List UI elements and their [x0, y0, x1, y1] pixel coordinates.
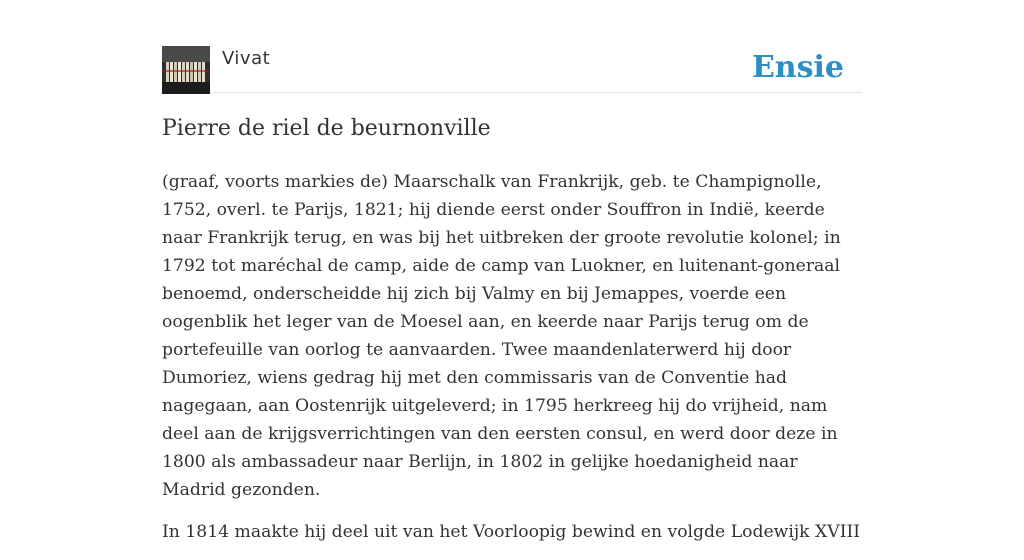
- article-paragraph: (graaf, voorts markies de) Maarschalk van Frankrijk, geb. te Champignolle, 1752, overl. te Parijs, 1821; hij diende eerst onder Souffron in Indië, keerde naar Frankrijk terug, en was bij het uitbreken der groote revolutie kolonel; in 1792 tot maréchal de camp, aide de camp van Luokner, en luitenant-goneraal benoemd, onderscheidde hij zich bij Valmy en bij Jemappes, voerde een oogenblik het leger van de Moesel aan, en keerde naar Parijs terug om de portefeuille van oorlog te aanvaarden. Twee maandenlaterwerd hij door Dumoriez, wiens gedrag hij met den commissaris van de Conventie had nagegaan, aan Oostenrijk uitgeleverd; in 1795 herkreeg hij do vrijheid, nam deel aan de krijgsverrichtingen van den eersten consul, en werd door deze in 1800 als ambassadeur naar Berlijn, in 1802 in gelijke hoedanigheid naar Madrid gezonden.: [162, 172, 841, 500]
- avatar-image: [162, 46, 210, 94]
- page: [162, 0, 862, 542]
- author-name[interactable]: Vivat: [222, 48, 271, 69]
- brand-logo[interactable]: Ensie: [751, 50, 844, 85]
- header: [162, 46, 862, 93]
- article-body: [162, 168, 862, 560]
- avatar[interactable]: [162, 46, 210, 94]
- page-title: Pierre de riel de beurnonville: [162, 116, 491, 141]
- article-paragraph: In 1814 maakte hij deel uit van het Voorloopig bewind en volgde Lodewijk XVIII: [162, 522, 861, 542]
